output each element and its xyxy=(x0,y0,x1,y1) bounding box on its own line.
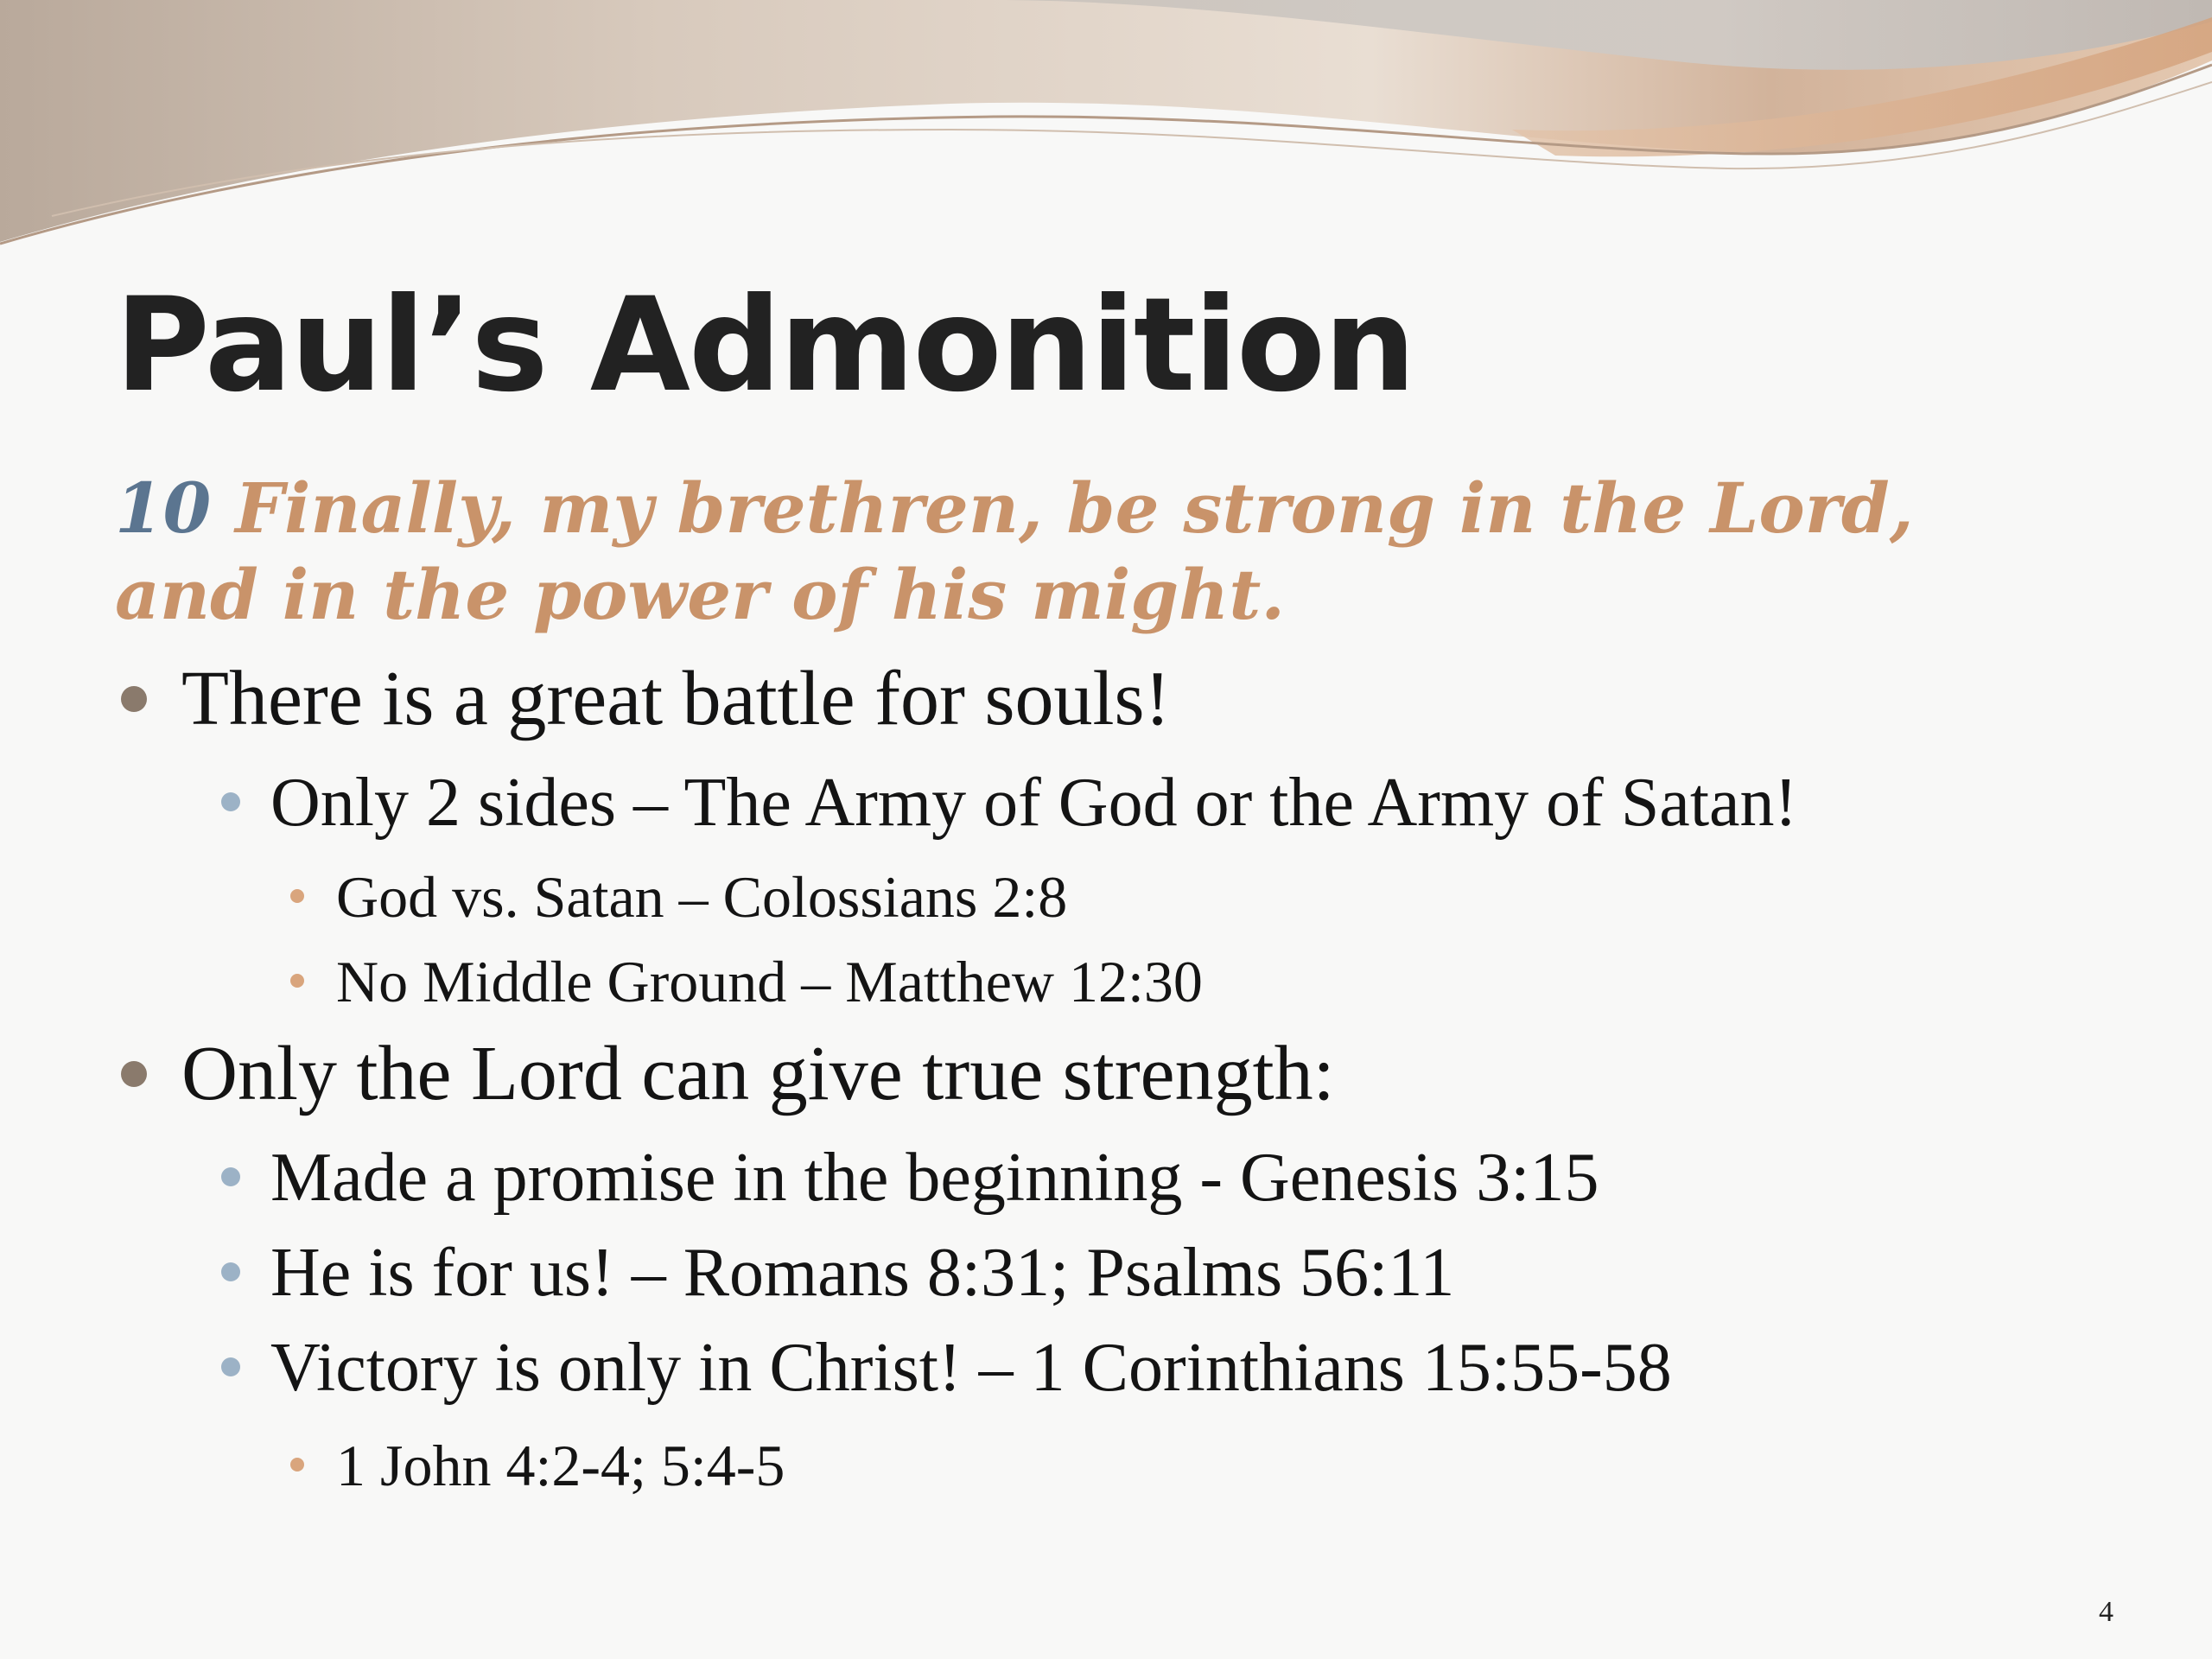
sub-bullet-item xyxy=(270,765,1798,841)
verse-number: 10 xyxy=(115,467,212,549)
sub-bullet-item xyxy=(270,1330,1672,1406)
bullet-text: Only the Lord can give true strength: xyxy=(181,1031,1335,1116)
bullet-dot-icon xyxy=(290,1458,304,1471)
bullet-item xyxy=(181,656,1171,741)
bullet-item xyxy=(181,1031,1335,1116)
sub-bullet-item xyxy=(270,1235,1455,1311)
page-number: 4 xyxy=(2099,1596,2113,1628)
bullet-dot-icon xyxy=(221,792,240,811)
sub-sub-bullet-item xyxy=(336,1433,785,1498)
bullet-text: There is a great battle for souls! xyxy=(181,656,1171,741)
sub-bullet-item xyxy=(270,1140,1599,1216)
bullet-dot-icon xyxy=(221,1357,240,1376)
sub-sub-bullet-item xyxy=(336,949,1203,1014)
bullet-dot-icon xyxy=(290,974,304,988)
sub-sub-bullet-text: 1 John 4:2-4; 5:4-5 xyxy=(336,1433,785,1498)
bullet-dot-icon xyxy=(221,1167,240,1186)
bullet-dot-icon xyxy=(221,1262,240,1281)
sub-bullet-text: Victory is only in Christ! – 1 Corinthians 15:55-58 xyxy=(270,1330,1672,1406)
bullet-dot-icon xyxy=(121,1061,147,1087)
sub-bullet-text: Made a promise in the beginning - Genesis 3:15 xyxy=(270,1140,1599,1216)
sub-sub-bullet-text: No Middle Ground – Matthew 12:30 xyxy=(336,949,1203,1014)
sub-bullet-text: He is for us! – Romans 8:31; Psalms 56:11 xyxy=(270,1235,1455,1311)
sub-sub-bullet-text: God vs. Satan – Colossians 2:8 xyxy=(336,864,1068,930)
bullet-dot-icon xyxy=(121,686,147,712)
slide-title: Paul’s Admonition xyxy=(115,270,1414,421)
sub-sub-bullet-item xyxy=(336,864,1068,930)
bullet-dot-icon xyxy=(290,889,304,903)
verse-text: Finally, my brethren, be strong in the Lord, and in the power of his might. xyxy=(115,467,1914,635)
sub-bullet-text: Only 2 sides – The Army of God or the Army of Satan! xyxy=(270,765,1798,841)
